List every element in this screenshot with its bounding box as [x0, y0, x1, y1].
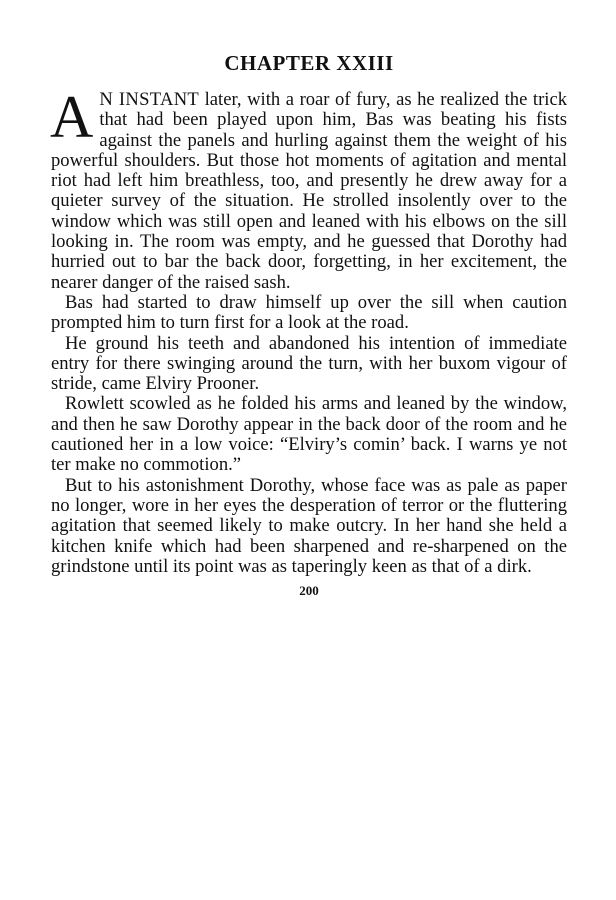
- book-page: [51, 50, 567, 599]
- paragraph-1: [50, 84, 567, 293]
- page-number: 200: [299, 583, 319, 599]
- paragraph-3: He ground his teeth and abandoned his intention of immediate entry for there swinging around the turn, with her buxom vigour of stride, came Elviry Prooner.: [51, 332, 567, 395]
- chapter-title: CHAPTER XXIII: [224, 51, 394, 75]
- paragraph-2: Bas had started to draw himself up over the sill when caution prompted him to turn first for a look at the road.: [51, 291, 567, 334]
- paragraph-1-lead: N INSTANT: [99, 89, 200, 110]
- paragraph-5: But to his astonishment Dorothy, whose face was as pale as paper no longer, wore in her eyes the desperation of terror or the fluttering agitation that seemed likely to make outcry. In her hand she held a kitchen knife which had been sharpened and re-sharpened on the grindstone until its point was as taperingly keen as that of a dirk.: [51, 474, 567, 577]
- paragraph-4: Rowlett scowled as he folded his arms and leaned by the window, and then he saw Dorothy appear in the back door of the room and he cautioned her in a low voice: “Elviry’s comin’ back. I warns ye not ter make no commotion.”: [51, 393, 567, 476]
- drop-cap: A: [50, 84, 94, 150]
- paragraph-1-text: later, with a roar of fury, as he realized the trick that had been played upon him, Bas was beating his fists against the panels and hurling against them the weight of his powerful shoulders. But those hot moments of agitation and mental riot had left him breathless, too, and presently he drew away for a quieter survey of the situation. He strolled insolently over to the window which was still open and leaned with his elbows on the sill looking in. The room was empty, and he guessed that Dorothy had hurried out to bar the back door, forgetting, in her excitement, the nearer danger of the raised sash.: [51, 89, 567, 293]
- chapter-body: [50, 84, 567, 577]
